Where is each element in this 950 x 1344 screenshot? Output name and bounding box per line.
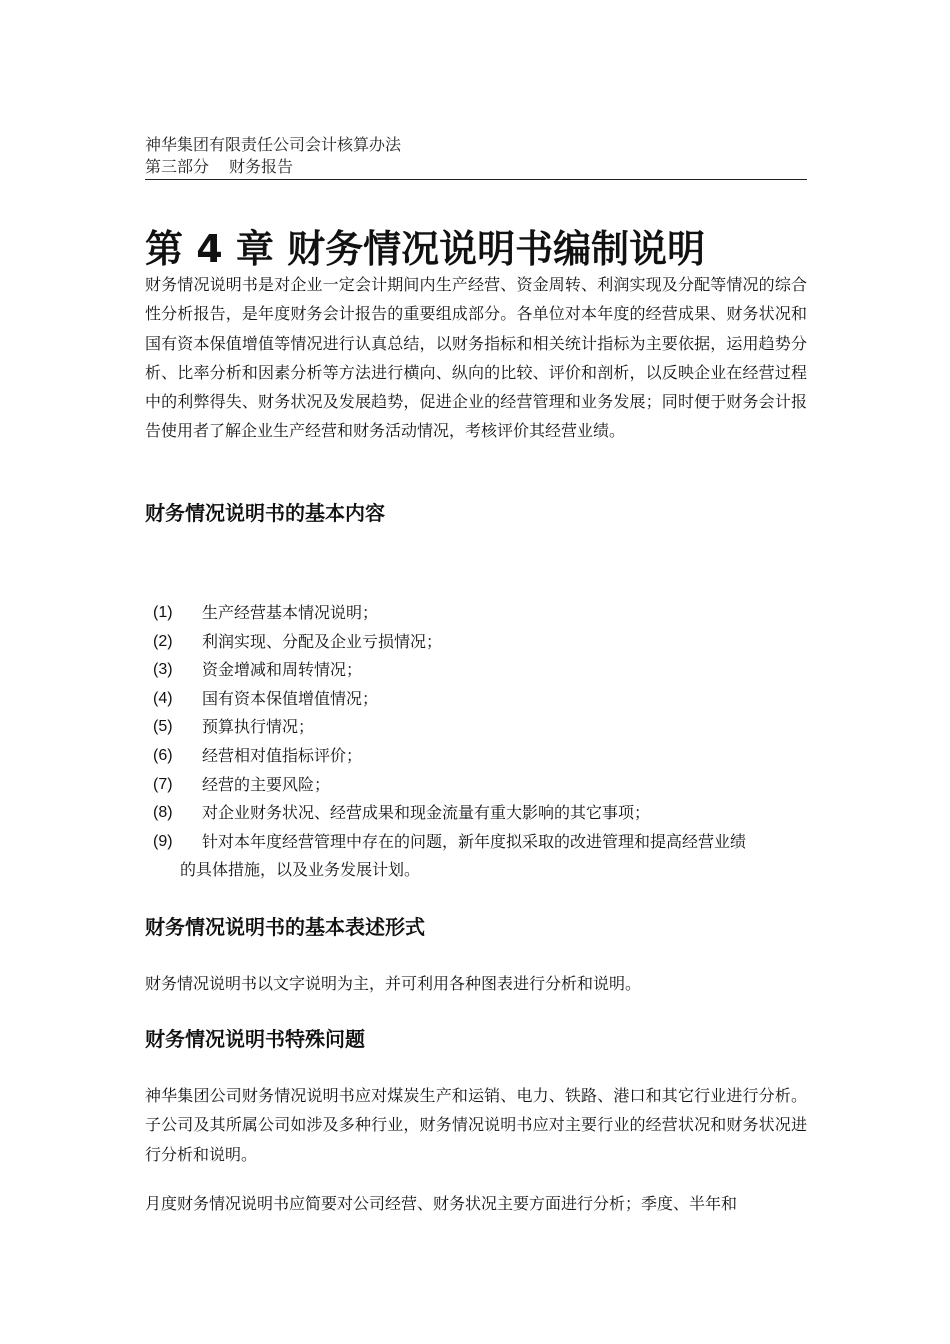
- header-document-title: 神华集团有限责任公司会计核算办法: [145, 135, 402, 154]
- header-section: 财务报告: [229, 157, 294, 176]
- list-item-number: (2): [153, 632, 173, 650]
- special-issues-paragraph-1: 神华集团公司财务情况说明书应对煤炭生产和运销、电力、铁路、港口和其它行业进行分析。子公司及其所属公司如涉及多种行业，财务情况说明书应对主要行业的经营状况和财务状况进行分析和说明。: [145, 1086, 807, 1164]
- chapter-title: 第 4 章 财务情况说明书编制说明: [145, 227, 706, 272]
- header-part: 第三部分: [145, 157, 210, 176]
- list-item: [153, 771, 807, 800]
- list-item: [153, 828, 807, 885]
- header-part-line: [145, 156, 807, 178]
- list-item-text: 经营相对值指标评价；: [202, 745, 363, 765]
- heading-expression-form: 财务情况说明书的基本表述形式: [145, 915, 425, 939]
- list-item-number: (5): [153, 718, 173, 736]
- list-item-number: (7): [153, 775, 173, 793]
- list-item-number: (6): [153, 746, 173, 764]
- list-item-continuation: 的具体措施，以及业务发展计划。: [180, 860, 421, 880]
- heading-basic-content: 财务情况说明书的基本内容: [145, 501, 385, 525]
- list-item-text: 生产经营基本情况说明；: [202, 603, 379, 622]
- list-item-text: 对企业财务状况、经营成果和现金流量有重大影响的其它事项；: [202, 803, 651, 823]
- list-item: [153, 685, 807, 714]
- list-item-number: (8): [153, 804, 173, 822]
- list-item: [153, 599, 807, 628]
- list-item-text: 利润实现、分配及企业亏损情况；: [202, 631, 443, 651]
- list-item-text: 国有资本保值增值情况；: [202, 688, 379, 708]
- list-item-text: 预算执行情况；: [202, 717, 315, 737]
- expression-form-paragraph: 财务情况说明书以文字说明为主，并可利用各种图表进行分析和说明。: [145, 974, 642, 993]
- list-item-text: 针对本年度经营管理中存在的问题，新年度拟采取的改进管理和提高经营业绩: [202, 831, 747, 851]
- heading-special-issues: 财务情况说明书特殊问题: [145, 1027, 365, 1051]
- list-item: [153, 656, 807, 685]
- list-item: [153, 799, 807, 828]
- list-item-number: (4): [153, 689, 173, 707]
- list-item: [153, 628, 807, 657]
- page-header: [145, 134, 807, 180]
- basic-content-list: [153, 599, 807, 885]
- list-item: [153, 742, 807, 771]
- intro-paragraph: 财务情况说明书是对企业一定会计期间内生产经营、资金周转、利润实现及分配等情况的综合性分析报告，是年度财务会计报告的重要组成部分。各单位对本年度的经营成果、财务状况和国有资本保值增值等情况进行认真总结，以财务指标和相关统计指标为主要依据，运用趋势分析、比率分析和因素分析等方法进行横向、纵向的比较、评价和剖析，以反映企业在经营过程中的利弊得失、财务状况及发展趋势，促进企业的经营管理和业务发展；同时便于财务会计报告使用者了解企业生产经营和财务活动情况，考核评价其经营业绩。: [145, 275, 807, 441]
- list-item-number: (1): [153, 604, 173, 621]
- special-issues-paragraph-2: 月度财务情况说明书应简要对公司经营、财务状况主要方面进行分析；季度、半年和: [145, 1194, 738, 1213]
- list-item-number: (3): [153, 661, 173, 679]
- list-item-text: 经营的主要风险；: [202, 774, 331, 794]
- list-item-text: 资金增减和周转情况；: [202, 660, 363, 680]
- list-item-number: (9): [153, 832, 173, 850]
- list-item: [153, 713, 807, 742]
